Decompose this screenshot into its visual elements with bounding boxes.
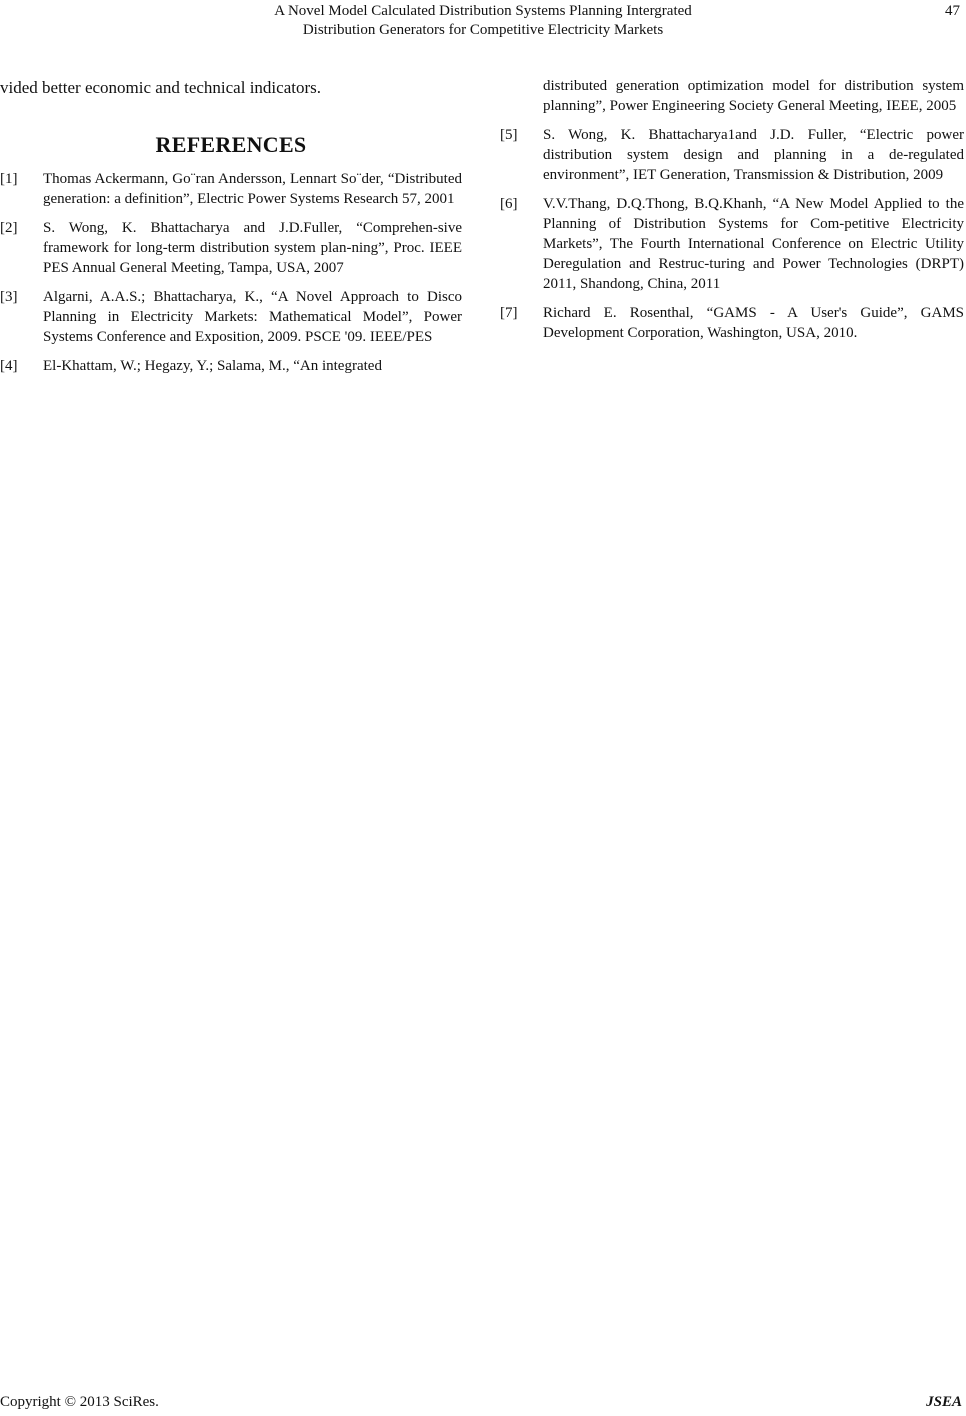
left-column xyxy=(0,76,462,385)
copyright-notice: Copyright © 2013 SciRes. xyxy=(0,1394,159,1410)
reference-number: [1] xyxy=(0,171,18,187)
reference-1 xyxy=(0,169,462,209)
reference-number: [5] xyxy=(500,127,518,143)
reference-text: Thomas Ackermann, Go¨ran Andersson, Lennart So¨der, “Distributed generation: a definition”, Electric Power Systems Research 57, 2001 xyxy=(43,171,462,207)
reference-6 xyxy=(500,194,964,294)
running-title-line-1: A Novel Model Calculated Distribution Systems Planning Intergrated xyxy=(274,3,692,19)
reference-text: S. Wong, K. Bhattacharya1and J.D. Fuller, “Electric power distribution system design and planning in a de-regulated environment”, IET Generation, Transmission & Distribution, 2009 xyxy=(543,127,964,183)
reference-5 xyxy=(500,125,964,185)
running-header xyxy=(0,0,966,44)
reference-3 xyxy=(0,287,462,347)
reference-4-continuation: distributed generation optimization model for distribution system planning”, Power Engineering Society General Meeting, IEEE, 2005 xyxy=(543,78,964,114)
reference-number: [3] xyxy=(0,289,18,305)
reference-number: [6] xyxy=(500,196,518,212)
reference-number: [2] xyxy=(0,220,18,236)
reference-number: [4] xyxy=(0,358,18,374)
reference-text: S. Wong, K. Bhattacharya and J.D.Fuller, “Comprehen-sive framework for long-term distribution system plan-ning”, Proc. IEEE PES Annual General Meeting, Tampa, USA, 2007 xyxy=(43,220,462,276)
reference-text: V.V.Thang, D.Q.Thong, B.Q.Khanh, “A New Model Applied to the Planning of Distribution Systems for Com-petitive Electricity Markets”, The Fourth International Conference on Electric Utility Deregulation and Restruc-turing and Power Technologies (DRPT) 2011, Shandong, China, 2011 xyxy=(543,196,964,292)
journal-abbreviation: JSEA xyxy=(926,1394,962,1410)
right-column xyxy=(500,76,964,352)
body-paragraph-end: vided better economic and technical indicators. xyxy=(0,78,321,97)
reference-text: Algarni, A.A.S.; Bhattacharya, K., “A Novel Approach to Disco Planning in Electricity Markets: Mathematical Model”, Power Systems Conference and Exposition, 2009. PSCE '09. IEEE/PES xyxy=(43,289,462,345)
running-title-line-2: Distribution Generators for Competitive Electricity Markets xyxy=(302,22,664,38)
references-heading: REFERENCES xyxy=(155,132,307,157)
page-number: 47 xyxy=(945,3,960,19)
reference-2 xyxy=(0,218,462,278)
reference-7 xyxy=(500,303,964,343)
reference-text: Richard E. Rosenthal, “GAMS - A User's Guide”, GAMS Development Corporation, Washington, USA, 2010. xyxy=(543,305,964,341)
reference-4 xyxy=(0,356,462,376)
reference-text: El-Khattam, W.; Hegazy, Y.; Salama, M., “An integrated xyxy=(43,358,382,374)
reference-number: [7] xyxy=(500,305,518,321)
running-title xyxy=(150,2,816,40)
